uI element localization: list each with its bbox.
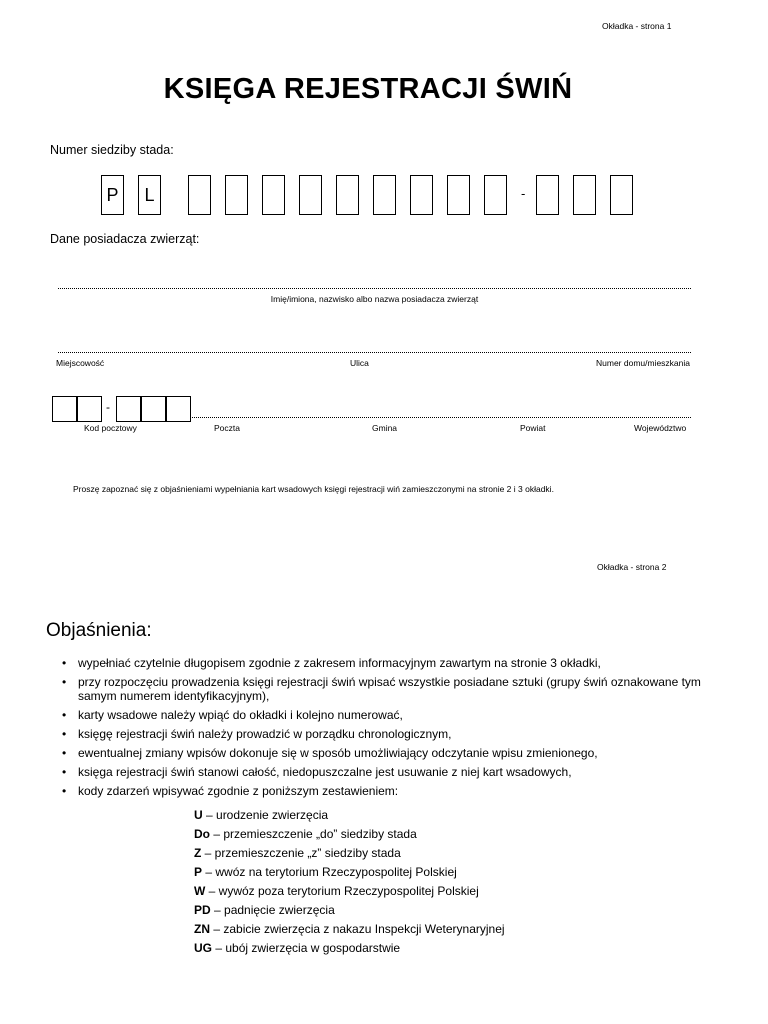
herd-digit-box[interactable] bbox=[447, 175, 470, 215]
district-caption: Powiat bbox=[520, 423, 546, 433]
post-field[interactable] bbox=[192, 417, 691, 418]
event-code-row bbox=[194, 920, 505, 939]
event-code: Z bbox=[194, 846, 202, 860]
herd-digit-box[interactable] bbox=[188, 175, 211, 215]
event-code: ZN bbox=[194, 922, 210, 936]
event-code: UG bbox=[194, 941, 212, 955]
town-caption: Miejscowość bbox=[56, 358, 105, 368]
event-codes-list bbox=[194, 806, 505, 958]
herd-suffix-box[interactable] bbox=[610, 175, 633, 215]
street-caption: Ulica bbox=[350, 358, 369, 368]
event-code-desc: – padnięcie zwierzęcia bbox=[210, 903, 335, 917]
event-code-desc: – wwóz na terytorium Rzeczypospolitej Polskiej bbox=[202, 865, 457, 879]
bullet-icon: • bbox=[62, 675, 67, 689]
event-code-desc: – ubój zwierzęcia w gospodarstwie bbox=[212, 941, 401, 955]
list-item: • przy rozpoczęciu prowadzenia księgi rejestracji świń wpisać wszystkie posiadane sztuki (grupy świń oznakowane tym samym numerem identyfikacyjnym), bbox=[62, 675, 701, 703]
herd-prefix-box-2: L bbox=[138, 175, 161, 215]
voivodeship-caption: Województwo bbox=[634, 423, 687, 433]
herd-digit-box[interactable] bbox=[225, 175, 248, 215]
event-code-row bbox=[194, 844, 505, 863]
herd-number-label: Numer siedziby stada: bbox=[50, 143, 174, 157]
bullet-icon: • bbox=[62, 765, 67, 779]
postal-code-box[interactable] bbox=[166, 396, 191, 422]
page-label-1: Okładka - strona 1 bbox=[602, 21, 672, 31]
list-item: • księga rejestracji świń stanowi całość, niedopuszczalne jest usuwanie z niej kart wsadowych, bbox=[62, 765, 572, 779]
explanations-list-container bbox=[62, 656, 712, 803]
postal-separator: - bbox=[106, 400, 110, 414]
list-item: • ewentualnej zmiany wpisów dokonuje się w sposób umożliwiający odczytanie wpisu zmienionego, bbox=[62, 746, 598, 760]
event-code-desc: – wywóz poza terytorium Rzeczypospolitej Polskiej bbox=[205, 884, 479, 898]
herd-digit-box[interactable] bbox=[299, 175, 322, 215]
herd-digit-box[interactable] bbox=[373, 175, 396, 215]
event-code-desc: – urodzenie zwierzęcia bbox=[202, 808, 329, 822]
list-item: • wypełniać czytelnie długopisem zgodnie z zakresem informacyjnym zawartym na stronie 3 okładki, bbox=[62, 656, 601, 670]
event-code-row bbox=[194, 882, 505, 901]
herd-digit-box[interactable] bbox=[484, 175, 507, 215]
explanations-list bbox=[62, 656, 712, 798]
bullet-icon: • bbox=[62, 708, 67, 722]
event-code: W bbox=[194, 884, 206, 898]
list-item: • karty wsadowe należy wpiąć do okładki i kolejno numerować, bbox=[62, 708, 403, 722]
bullet-icon: • bbox=[62, 784, 67, 798]
bullet-icon: • bbox=[62, 656, 67, 670]
house-number-caption: Numer domu/mieszkania bbox=[596, 358, 691, 368]
event-code-row bbox=[194, 901, 505, 920]
event-code: PD bbox=[194, 903, 211, 917]
event-code-desc: – zabicie zwierzęcia z nakazu Inspekcji Weterynaryjnej bbox=[210, 922, 505, 936]
owner-section-label: Dane posiadacza zwierząt: bbox=[50, 232, 200, 246]
event-code: Do bbox=[194, 827, 210, 841]
postal-code-box[interactable] bbox=[77, 396, 102, 422]
herd-separator: - bbox=[521, 186, 526, 201]
commune-caption: Gmina bbox=[372, 423, 398, 433]
herd-suffix-box[interactable] bbox=[536, 175, 559, 215]
postal-code-box[interactable] bbox=[52, 396, 77, 422]
page-label-2: Okładka - strona 2 bbox=[597, 562, 667, 572]
owner-name-caption: Imię/imiona, nazwisko albo nazwa posiadacza zwierząt bbox=[270, 294, 479, 304]
herd-digit-box[interactable] bbox=[336, 175, 359, 215]
owner-name-field[interactable] bbox=[58, 288, 691, 289]
herd-prefix-box-1: P bbox=[101, 175, 124, 215]
event-code: U bbox=[194, 808, 203, 822]
postal-code-box[interactable] bbox=[116, 396, 141, 422]
instructions-notice: Proszę zapoznać się z objaśnieniami wypełniania kart wsadowych księgi rejestracji wiń zamieszczonymi na stronie 2 i 3 okładki. bbox=[73, 484, 554, 494]
event-code-row bbox=[194, 939, 505, 958]
event-code-desc: – przemieszczenie „do” siedziby stada bbox=[210, 827, 417, 841]
event-code-row bbox=[194, 806, 505, 825]
postal-code-caption: Kod pocztowy bbox=[84, 423, 137, 433]
address-field[interactable] bbox=[58, 352, 691, 353]
herd-suffix-box[interactable] bbox=[573, 175, 596, 215]
explanations-heading: Objaśnienia: bbox=[46, 620, 152, 641]
event-code-desc: – przemieszczenie „z” siedziby stada bbox=[201, 846, 401, 860]
bullet-icon: • bbox=[62, 746, 67, 760]
postal-code-box[interactable] bbox=[141, 396, 166, 422]
list-item: • kody zdarzeń wpisywać zgodnie z poniższym zestawieniem: bbox=[62, 784, 399, 798]
event-code: P bbox=[194, 865, 203, 879]
herd-digit-box[interactable] bbox=[410, 175, 433, 215]
list-item: • księgę rejestracji świń należy prowadzić w porządku chronologicznym, bbox=[62, 727, 452, 741]
post-caption: Poczta bbox=[214, 423, 240, 433]
event-code-row bbox=[194, 825, 505, 844]
page-title: KSIĘGA REJESTRACJI ŚWIŃ bbox=[163, 73, 573, 105]
event-code-row bbox=[194, 863, 505, 882]
herd-digit-box[interactable] bbox=[262, 175, 285, 215]
bullet-icon: • bbox=[62, 727, 67, 741]
